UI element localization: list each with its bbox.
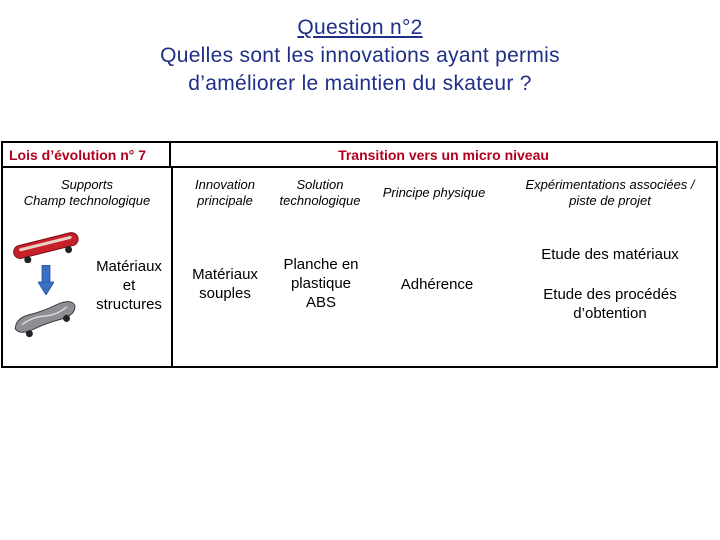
solution-line-1: Planche en <box>283 256 359 273</box>
solution-technologique-cell <box>267 255 375 312</box>
champ-technologique-cell <box>87 257 171 314</box>
subheader-innovation <box>175 177 275 209</box>
slide-title <box>0 14 720 98</box>
innovation-line-1: Matériaux <box>192 266 258 283</box>
innovation-line-2: souples <box>199 285 251 302</box>
experimentation-materiaux: Etude des matériaux <box>541 246 679 263</box>
column-divider <box>171 168 173 366</box>
subheader-innovation-label: Innovation <box>195 177 255 192</box>
solution-line-2: plastique <box>290 275 352 292</box>
question-line-2: d’améliorer le maintien du skateur ? <box>188 72 532 95</box>
header-lois-evolution: Lois d’évolution n° 7 <box>3 143 171 168</box>
red-skateboard-icon <box>9 229 83 263</box>
champ-line-2: et <box>122 277 136 294</box>
champ-line-1: Matériaux <box>96 258 162 275</box>
subheader-champ-label: Champ technologique <box>23 193 151 208</box>
subheader-piste-label: piste de projet <box>569 193 651 208</box>
subheader-technologique-label: technologique <box>279 193 361 208</box>
question-number: Question n°2 <box>297 16 423 39</box>
grey-waveboard-icon <box>7 295 83 339</box>
innovation-principale-cell <box>179 265 271 303</box>
champ-line-3: structures <box>96 296 162 313</box>
evolution-table <box>1 141 718 368</box>
procedes-line-1: Etude des procédés <box>543 286 677 303</box>
down-arrow-icon <box>38 265 54 295</box>
subheader-experimentations <box>499 177 720 209</box>
question-line-1: Quelles sont les innovations ayant permis <box>160 44 560 67</box>
procedes-line-2: d’obtention <box>573 305 647 322</box>
principe-physique-cell: Adhérence <box>400 276 474 293</box>
subheader-principe: Principe physique <box>382 185 486 200</box>
solution-line-3: ABS <box>305 294 336 311</box>
subheader-supports-label: Supports <box>60 177 114 192</box>
subheader-supports <box>3 177 171 209</box>
header-transition: Transition vers un micro niveau <box>171 143 716 168</box>
subheader-principale-label: principale <box>197 193 253 208</box>
subheader-solution <box>265 177 375 209</box>
subheader-solution-label: Solution <box>296 177 344 192</box>
subheader-experimentations-label: Expérimentations associées / <box>525 177 695 192</box>
experimentation-procedes <box>499 285 720 323</box>
